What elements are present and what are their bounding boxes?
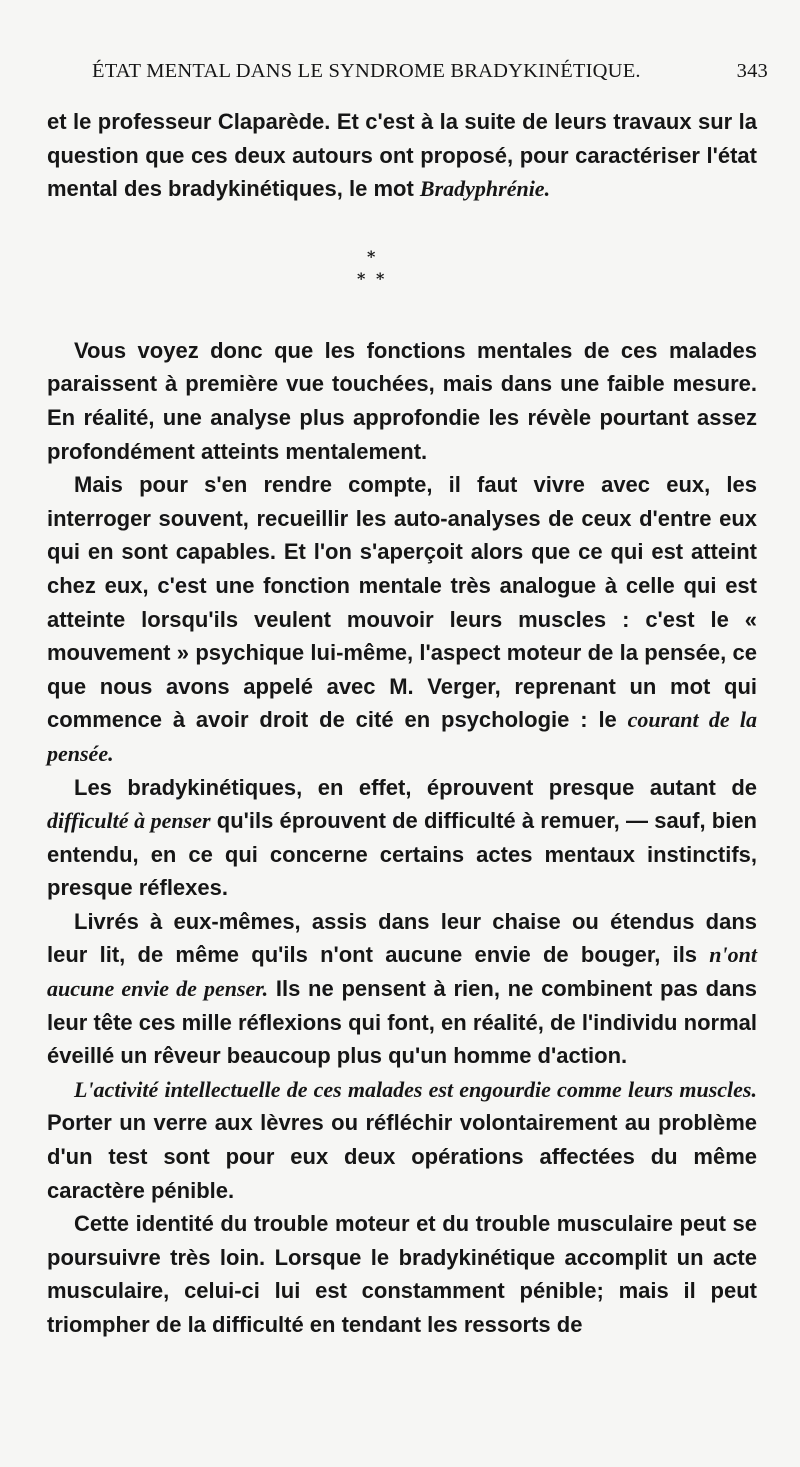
paragraph-5 — [47, 905, 757, 1073]
paragraph-4 — [47, 771, 757, 905]
paragraph-text: qu'ils éprouvent de difficulté à remuer, — sauf, bien entendu, en ce qui concerne certains actes mentaux instinctifs, presque réflexes. — [47, 808, 757, 901]
italic-sentence-activite-intellectuelle: L'activité intellectuelle de ces malades est engourdie comme leurs muscles. — [74, 1076, 757, 1102]
paragraph-text: Cette identité du trouble moteur et du trouble musculaire peut se poursuivre très loin. Lorsque le bradykinétique accomplit un acte musculaire, celui-ci lui est constamment pénible; mais il peut triompher de la difficulté en tendant les ressorts de — [47, 1211, 757, 1337]
italic-term-difficulte-a-penser: difficulté à penser — [47, 808, 211, 834]
paragraph-1 — [47, 105, 757, 206]
paragraph-2 — [47, 334, 757, 468]
italic-term-aucune-envie-de-penser: n'ont aucune envie de penser. — [47, 942, 757, 1002]
asterism-star: * — [376, 268, 385, 288]
page-body — [47, 105, 757, 1342]
paragraph-text: Les bradykinétiques, en effet, éprouvent presque autant de — [74, 774, 757, 800]
paragraph-3 — [47, 468, 757, 770]
asterism-star: * — [357, 268, 366, 288]
italic-term-courant-de-la-pensee: courant de la pensée. — [47, 707, 757, 766]
paragraph-text: Porter un verre aux lèvres ou réfléchir volontairement au problème d'un test sont pour eux deux opérations affectées du même caractère pénible. — [47, 1110, 757, 1203]
paragraph-6 — [47, 1073, 757, 1207]
paragraph-text: Ils ne pensent à rien, ne combinent pas dans leur tête ces mille réflexions qui font, en réalité, de l'individu normal éveillé un rêveur beaucoup plus qu'un homme d'action. — [47, 976, 757, 1069]
italic-term-bradyphrenie: Bradyphrénie. — [419, 176, 551, 202]
asterism-star: * — [367, 246, 376, 266]
paragraph-text: Mais pour s'en rendre compte, il faut vivre avec eux, les interroger souvent, recueillir les auto-analyses de ceux d'entre eux qui en sont capables. Et l'on s'aperçoit alors que ce qui est atteint chez eux, c'est une fonction mentale très analogue à celle qui est atteinte lorsqu'ils veulent mouvoir leurs muscles : c'est le « mouvement » psychique lui-même, l'aspect moteur de la pensée, ce que nous avons appelé avec M. Verger, reprenant un mot qui commence à avoir droit de cité en psychologie : le — [47, 472, 757, 733]
section-separator — [47, 236, 757, 304]
paragraph-7 — [47, 1207, 757, 1341]
paragraph-text: et le professeur Claparède. Et c'est à la suite de leurs travaux sur la question que ces deux autours ont proposé, pour caractériser l'état mental des bradykinétiques, le mot — [47, 109, 757, 202]
paragraph-text: Vous voyez donc que les fonctions mentales de ces malades paraissent à première vue touchées, mais dans une faible mesure. En réalité, une analyse plus approfondie les révèle pourtant assez profondément atteints mentalement. — [47, 337, 757, 464]
paragraph-text: Livrés à eux-mêmes, assis dans leur chaise ou étendus dans leur lit, de même qu'ils n'ont aucune envie de bouger, ils — [47, 908, 757, 968]
running-title: ÉTAT MENTAL DANS LE SYNDROME BRADYKINÉTIQUE. — [92, 60, 641, 82]
page-number: 343 — [736, 60, 768, 82]
